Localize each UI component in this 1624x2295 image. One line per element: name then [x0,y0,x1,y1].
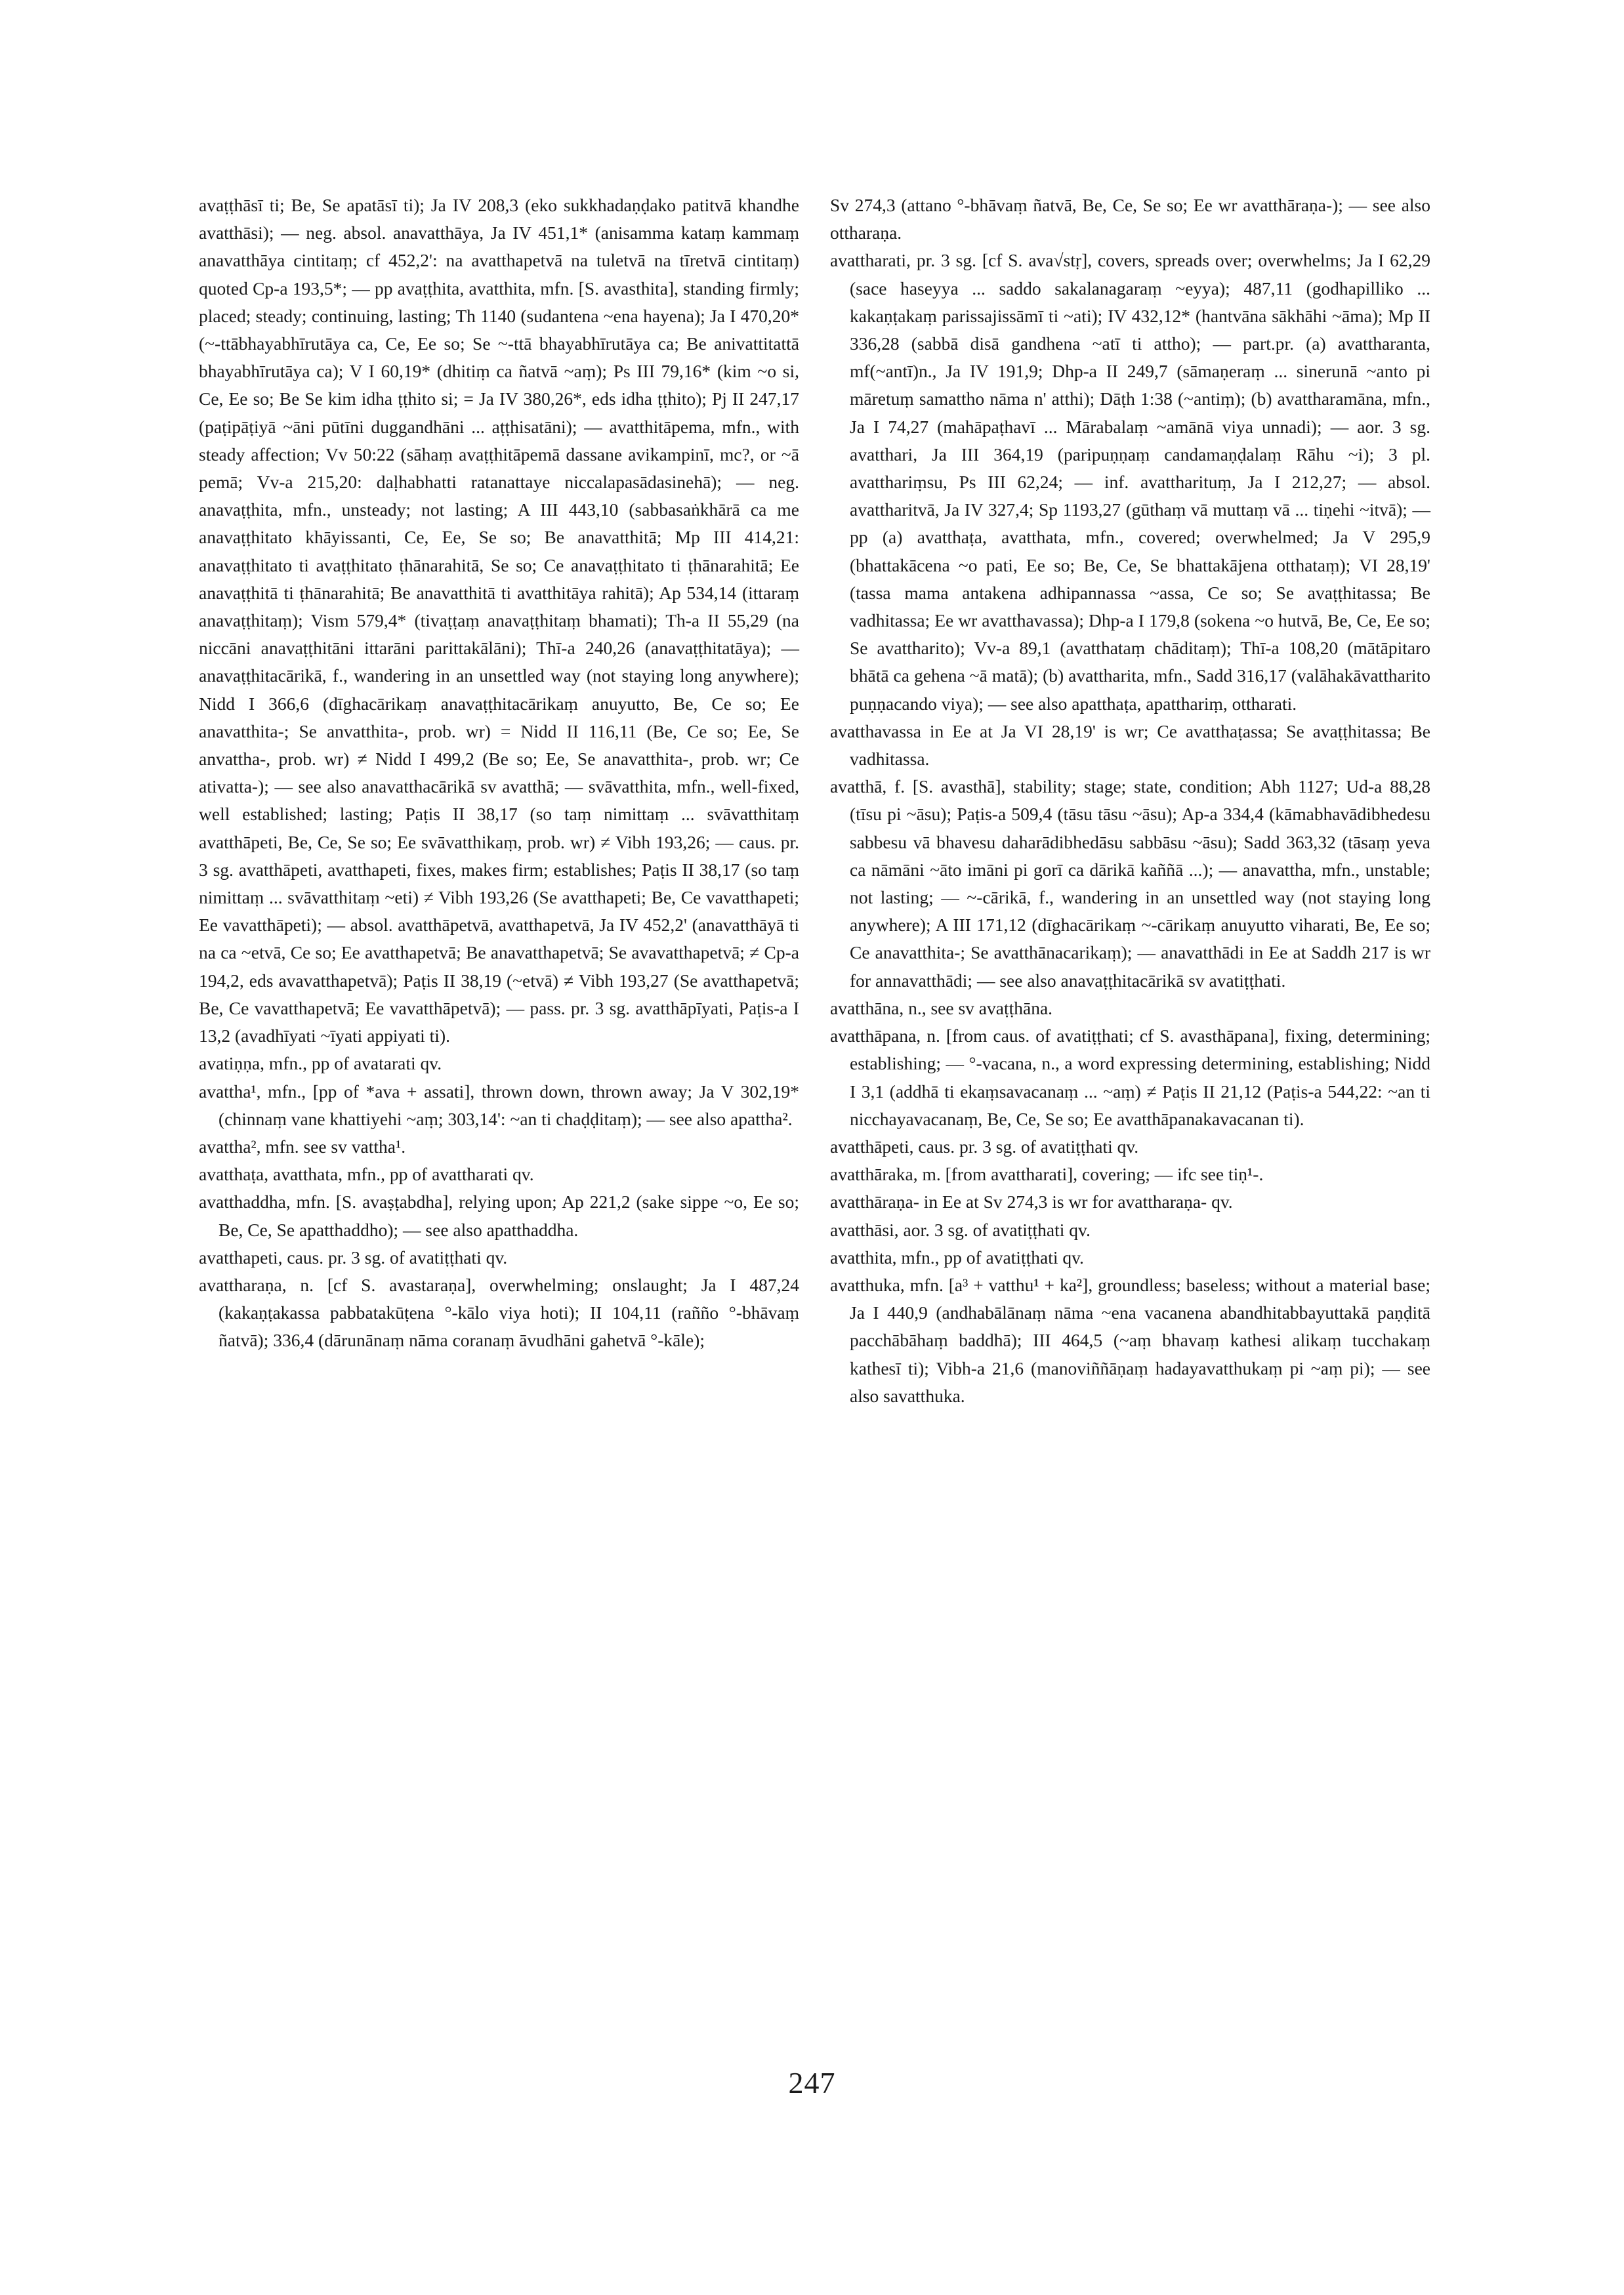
right-column [830,192,1430,1410]
entry-avatthata: avatthaṭa, avatthata, mfn., pp of avattharati qv. [199,1164,534,1185]
entry-avatthana: avatthāna, n., see sv avaṭṭhāna. [830,997,1053,1018]
entry-avatthasi: avatthāsi, aor. 3 sg. of avatiṭṭhati qv. [830,1219,1091,1240]
left-entry-continued: avaṭṭhāsī ti; Be, Se apatāsī ti); Ja IV 208,3 (eko sukkhadaṇḍako patitvā khandhe avatthāsi); — neg. absol. anavatthāya, Ja IV 451,1* (anisamma kataṃ kammaṃ anavatthāya cintitaṃ; cf 452,2': na avatthapetvā na tuletvā na tīretvā cintitaṃ) quoted Cp-a 193,5*; — pp avaṭṭhita, avatthita, mfn. [S. avasthita], standing firmly; placed; steady; continuing, lasting; Th 1140 (sudantena ~ena hayena); Ja I 470,20* (~-ttābhayabhīrutāya ca, Ce, Ee so; Se ~-ttā bhayabhīrutāya ca; Be anivattitattā bhayabhīrutāya ca); V I 60,19* (dhitiṃ ca ñatvā ~aṃ); Ps III 79,16* (kim ~o si, Ce, Ee so; Be Se kim idha ṭṭhito si; = Ja IV 380,26*, eds idha ṭṭhito); Pj II 247,17 (paṭipāṭiyā ~āni pūtīni duggandhāni ... aṭṭhisatāni); — avatthitāpema, mfn., with steady affection; Vv 50:22 (sāhaṃ avaṭṭhitāpemā dassane avikampinī, mc?, or ~ā pemā; Vv-a 215,20: daḷhabhatti ratanattaye niccalapasādasinehā); — neg. anavaṭṭhita, mfn., unsteady; not lasting; A III 443,10 (sabbasaṅkhārā ca me anavaṭṭhitato khāyissanti, Ce, Ee, Se so; Be anavatthitā; Mp III 414,21: anavaṭṭhitato ti avaṭṭhitato ṭhānarahitā, Se so; Ce anavaṭṭhitato ti ṭhānarahitā; Ee anavaṭṭhitā ti ṭhānarahitā; Be anavatthitā ti avatthitāya rahitā); Ap 534,14 (ittaraṃ anavaṭṭhitaṃ); Vism 579,4* (tivaṭṭaṃ anavaṭṭhitaṃ bhamati); Th-a II 55,29 (na niccāni anavaṭṭhitāni ittarāni parittakālāni); Thī-a 240,26 (anavaṭṭhitatāya); — anavaṭṭhitacārikā, f., wandering in an unsettled way (not staying long anywhere); Nidd I 366,6 (dīghacārikaṃ anavaṭṭhitacārikaṃ anuyutto, Be, Ce so; Ee anavatthita-; Se anvatthita-, prob. wr) = Nidd II 116,11 (Be, Ce so; Ee, Se anvattha-, prob. wr) ≠ Nidd I 499,2 (Be so; Ee, Se anavatthita-, prob. wr; Ce ativatta-); — see also anavatthacārikā sv avatthā; — svāvatthita, mfn., well-fixed, well established; lasting; Paṭis II 38,17 (so taṃ nimittaṃ ... svāvatthitaṃ avatthāpeti, Be, Ce, Se so; Ee svāvatthikaṃ, prob. wr) ≠ Vibh 193,26; — caus. pr. 3 sg. avatthāpeti, avatthapeti, fixes, makes firm; establishes; Paṭis II 38,17 (so taṃ nimittaṃ ... svāvatthitaṃ ~eti) ≠ Vibh 193,26 (Se avatthapeti; Be, Ce vavatthapeti; Ee vavatthāpeti); — absol. avatthāpetvā, avatthapetvā, Ja IV 452,2' (anavatthāyā ti na ca ~etvā, Ce so; Ee avatthapetvā; Be anavatthapetvā; Se avavatthapetvā; ≠ Cp-a 194,2, eds avavatthapetvā); Paṭis II 38,19 (~etvā) ≠ Vibh 193,27 (Se avatthapetvā; Be, Ce vavatthapetvā; Ee vavatthāpetvā); — pass. pr. 3 sg. avatthāpīyati, Paṭis-a I 13,2 (avadhīyati ~īyati appiyati ti). [199,195,799,1046]
entry-avatthapana: avatthāpana, n. [from caus. of avatiṭṭhati; cf S. avasthāpana], fixing, determining; establishing; — °-vacana, n., a word expressing determining, establishing; Nidd I 3,1 (addhā ti ekaṃsavacanaṃ ... ~aṃ) ≠ Paṭis II 21,12 (Paṭis-a 544,22: ~an ti nicchayavacanaṃ, Be, Ce, Se so; Ee avatthāpanakavacanan ti). [830,1025,1430,1129]
page-number: 247 [788,2066,836,2099]
entry-avattha-2: avattha², mfn. see sv vattha¹. [199,1136,406,1157]
left-column [199,192,799,1355]
entry-avattharaka: avatthāraka, m. [from avattharati], covering; — ifc see tiṇ¹-. [830,1164,1264,1185]
entry-avatthaddha: avatthaddha, mfn. [S. avaṣṭabdha], relying upon; Ap 221,2 (sake sippe ~o, Ee so; Be, Ce, Se apatthaddho); — see also apatthaddha. [199,1191,799,1240]
entry-avatthita: avatthita, mfn., pp of avatiṭṭhati qv. [830,1247,1084,1268]
entry-avattha-1: avattha¹, mfn., [pp of *ava + assati], thrown down, thrown away; Ja V 302,19* (chinnaṃ vane khattiyehi ~aṃ; 303,14': ~an ti chaḍḍitaṃ); — see also apattha². [199,1081,799,1129]
entry-avatthapeti: avatthāpeti, caus. pr. 3 sg. of avatiṭṭhati qv. [830,1136,1139,1157]
entry-avatinna: avatiṇṇa, mfn., pp of avatarati qv. [199,1053,442,1074]
entry-avatthuka: avatthuka, mfn. [a³ + vatthu¹ + ka²], groundless; baseless; without a material base; Ja I 440,9 (andhabālānaṃ nāma ~ena vacanena abandhitabbayuttakā paṇḍitā pacchābāhaṃ baddhā); III 464,5 (~aṃ bhavaṃ kathesi alikaṃ tucchakaṃ kathesī ti); Vibh-a 21,6 (manoviññāṇaṃ hadayavatthukaṃ pi ~aṃ pi); — see also savatthuka. [830,1274,1430,1406]
entry-avattha-f: avatthā, f. [S. avasthā], stability; stage; state, condition; Abh 1127; Ud-a 88,28 (tīsu pi ~āsu); Paṭis-a 509,4 (tāsu tāsu ~āsu); Ap-a 334,4 (kāmabhavādibhedesu sabbesu vā bhavesu daharādibhedāsu sabbāsu ~āsu); Sadd 363,32 (tāsaṃ yeva ca nāmāni ~āto imāni pi gorī ca dārikā kaññā ...); — anavattha, mfn., unstable; not lasting; — ~-cārikā, f., wandering in an unsettled way (not staying long anywhere); A III 171,12 (dīghacārikaṃ ~-cārikaṃ anuyutto viharati, Be, Ee so; Ce anavatthita-; Se avatthānacarikaṃ); — anavatthādi in Ee at Saddh 217 is wr for annavatthādi; — see also anavaṭṭhitacārikā sv avatiṭṭhati. [830,776,1430,991]
right-entry-continued: Sv 274,3 (attano °-bhāvaṃ ñatvā, Be, Ce, Se so; Ee wr avatthāraṇa-); — see also ottharaṇa. [830,195,1430,243]
entry-avattharana: avattharaṇa, n. [cf S. avastaraṇa], overwhelming; onslaught; Ja I 487,24 (kakaṇṭakassa pabbatakūṭena °-kālo viya hoti); II 104,11 (rañño °-bhāvaṃ ñatvā); 336,4 (dārunānaṃ nāma coranaṃ āvudhāni gahetvā °-kāle); [199,1274,799,1351]
entry-avattharati: avattharati, pr. 3 sg. [cf S. ava√stṛ], covers, spreads over; overwhelms; Ja I 62,29 (sace haseyya ... saddo sakalanagaraṃ ~eyya); 487,11 (godhapilliko ... kakaṇṭakaṃ parissajissāmī ti ~ati); IV 432,12* (hantvāna sākhāhi ~āma); Mp II 336,28 (sabbā disā gandhena ~atī ti attho); — part.pr. (a) avattharanta, mf(~antī)n., Ja IV 191,9; Dhp-a II 249,7 (sāmaṇeraṃ ... sinerunā ~anto pi māretuṃ samattho nāma n' atthi); Dāṭh 1:38 (~antiṃ); (b) avattharamāna, mfn., Ja I 74,27 (mahāpaṭhavī ... Mārabalaṃ ~amānā viya unnadi); — aor. 3 sg. avatthari, Ja III 364,19 (paripuṇṇaṃ candamaṇḍalaṃ Rāhu ~i); 3 pl. avatthariṃsu, Ps III 62,24; — inf. avattharituṃ, Ja I 212,27; — absol. avattharitvā, Ja IV 327,4; Sp 1193,27 (gūthaṃ vā muttaṃ vā ... tiṇehi ~itvā); — pp (a) avatthaṭa, avatthata, mfn., covered; overwhelmed; Ja V 295,9 (bhattakācena ~o pati, Ee so; Be, Ce, Se bhattakājena otthataṃ); VI 28,19' (tassa mama antakena adhipannassa ~assa, Ce so; Se avaṭṭhitassa; Be vadhitassa; Ee wr avatthavassa); Dhp-a I 179,8 (sokena ~o hutvā, Be, Ce, Ee so; Se avattharito); Vv-a 89,1 (avatthataṃ chāditaṃ); Thī-a 108,20 (mātāpitaro bhātā ca gehena ~ā matā); (b) avattharita, mfn., Sadd 316,17 (valāhakāvattharito puṇṇacando viya); — see also apatthaṭa, apatthariṃ, ottharati. [830,250,1430,714]
entry-avatthavassa: avatthavassa in Ee at Ja VI 28,19' is wr; Ce avatthaṭassa; Se avaṭṭhitassa; Be vadhitassa. [830,720,1430,770]
entry-avatthapeti: avatthapeti, caus. pr. 3 sg. of avatiṭṭhati qv. [199,1247,508,1268]
entry-avattharana-wr: avatthāraṇa- in Ee at Sv 274,3 is wr for avattharaṇa- qv. [830,1191,1233,1212]
